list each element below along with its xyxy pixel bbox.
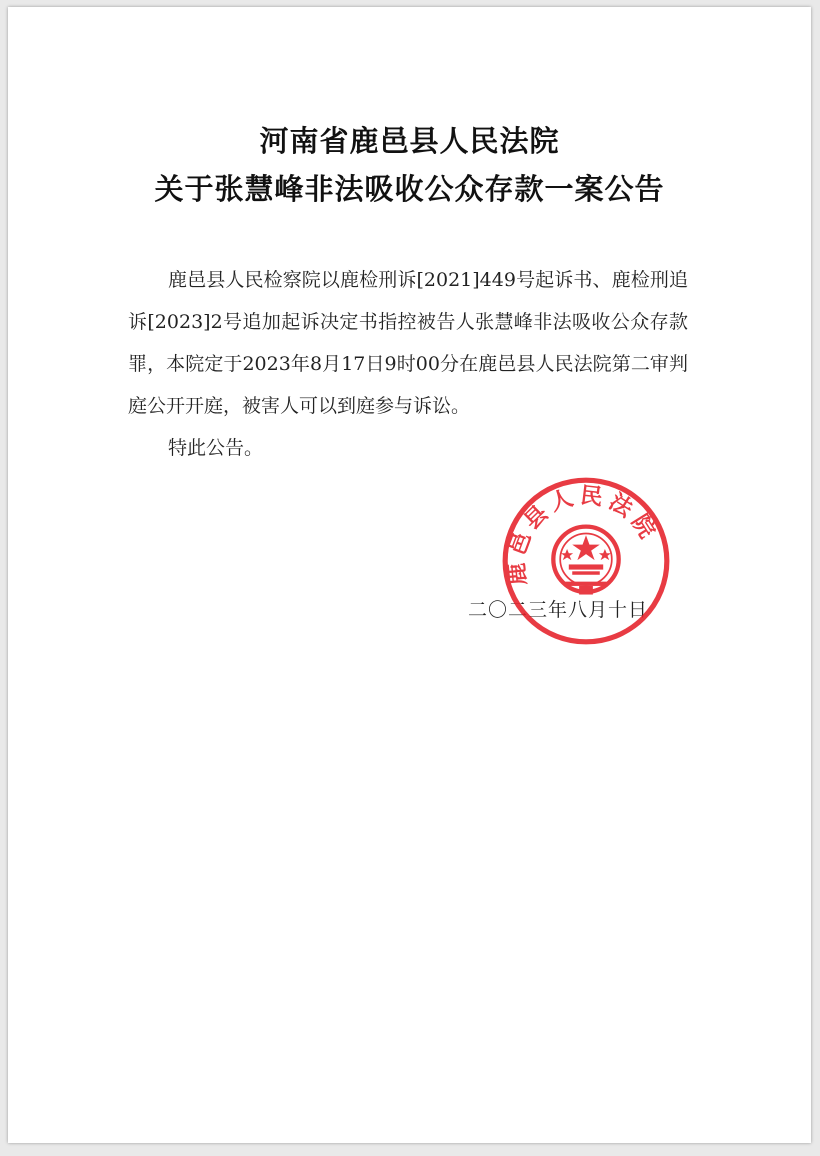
- document-title-court: 河南省鹿邑县人民法院: [259, 124, 560, 158]
- announcement-paragraph: 鹿邑县人民检察院以鹿检刑诉[2021]449号起诉书、鹿检刑追诉[2023]2号追加起诉决定书指控被告人张慧峰非法吸收公众存款罪，本院定于2023年8月17日9时00分在鹿邑县人民法院第二审判庭公开开庭，被害人可以到庭参与诉讼。: [128, 269, 688, 417]
- document-title-subject: 关于张慧峰非法吸收公众存款一案公告: [154, 172, 665, 206]
- court-seal-stamp: [500, 475, 672, 647]
- national-emblem-icon: [553, 527, 618, 595]
- document-date: 二〇二三年八月十日: [468, 599, 649, 621]
- seal-text: 鹿邑县人民法院: [503, 482, 663, 587]
- document-page: [8, 7, 811, 1143]
- closing-phrase: 特此公告。: [168, 437, 264, 459]
- document-body: [128, 259, 688, 469]
